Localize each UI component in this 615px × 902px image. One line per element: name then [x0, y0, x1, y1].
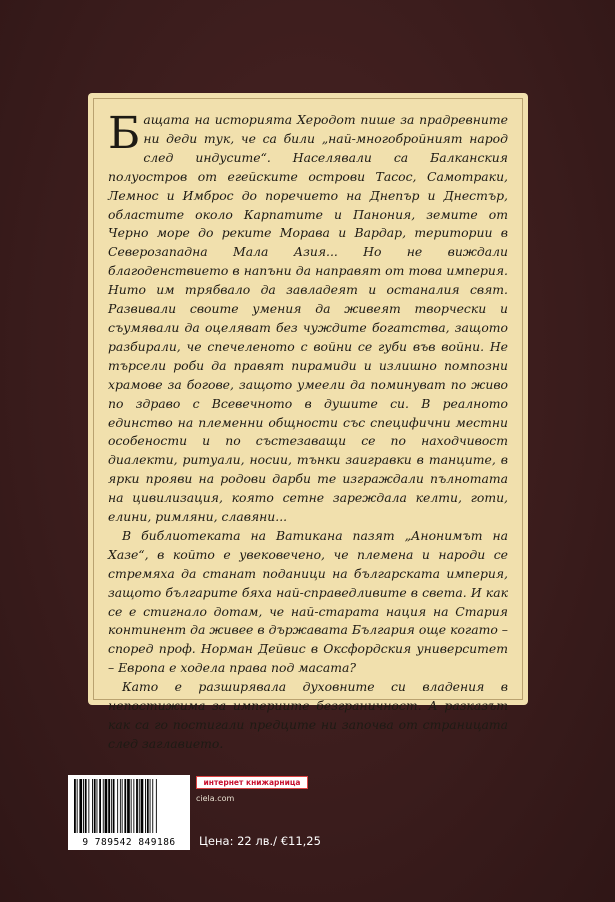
- isbn-number: 9 789542 849186: [82, 837, 176, 848]
- seller-badge: интернет книжарница: [196, 776, 308, 789]
- drop-cap: Б: [108, 108, 141, 159]
- price-label: Цена: 22 лв./ €11,25: [199, 834, 321, 848]
- paragraph-1: [108, 108, 508, 527]
- paragraph-3: Като е разширявала духовните си владения в непостижима за империите безграничност. А разказът как са го постигали предците ни започва от страницата след заглавието.: [108, 679, 508, 751]
- paragraph-2: В библиотеката на Ватикана пазят „Анонимът на Хазе“, в който е увековечено, че племена и народи се стремяха да станат поданици на българската империя, защото българите бяха най-справедливите в света. И как се е стигнало дотам, че най-старата нация на Стария континент да живее в държавата България още когато – според проф. Норман Дейвис в Оксфордския университет – Европа е ходела права под масата?: [108, 527, 508, 676]
- paragraph-1-text: ащата на историята Херодот пише за прадревните ни деди тук, че са били „най-многобройният народ след индусите“. Населявали са Балканския полуостров от егейските острови Тасос, Самотраки, Лемнос и Имброс до поречието на Днепър и Днестър, областите около Карпатите и Панония, земите от Черно море до реките Морава и Вардар, територии в Северозападна Мала Азия... Но не виждали благоденствието в напъни да направят от това империя. Нито им трябвало да завладеят и останалия свят. Развивали своите умения да живеят творчески и съумявали да оцеляват без чуждите богатства, защото разбирали, че спечеленото с войни се губи във войни. Не търсели роби да правят пирамиди и излишно помпозни храмове за богове, защото умеели да поминуват по живо по здраво с Всевечното в душите си. В реалното единство на племенни общности със специфични местни особености и по състезаващи се по находчивост диалекти, ритуали, носии, тънки заигравки в танците, в ярки прояви на родови дарби те изграждали пълнотата на цивилизация, която сетне зареждала келти, готи, елини, римляни, славяни...: [108, 112, 508, 525]
- seller-site: ciela.com: [196, 794, 235, 803]
- barcode-bars-icon: [72, 779, 186, 835]
- text-panel: [88, 93, 528, 751]
- book-description: [108, 108, 508, 754]
- barcode: [68, 775, 190, 850]
